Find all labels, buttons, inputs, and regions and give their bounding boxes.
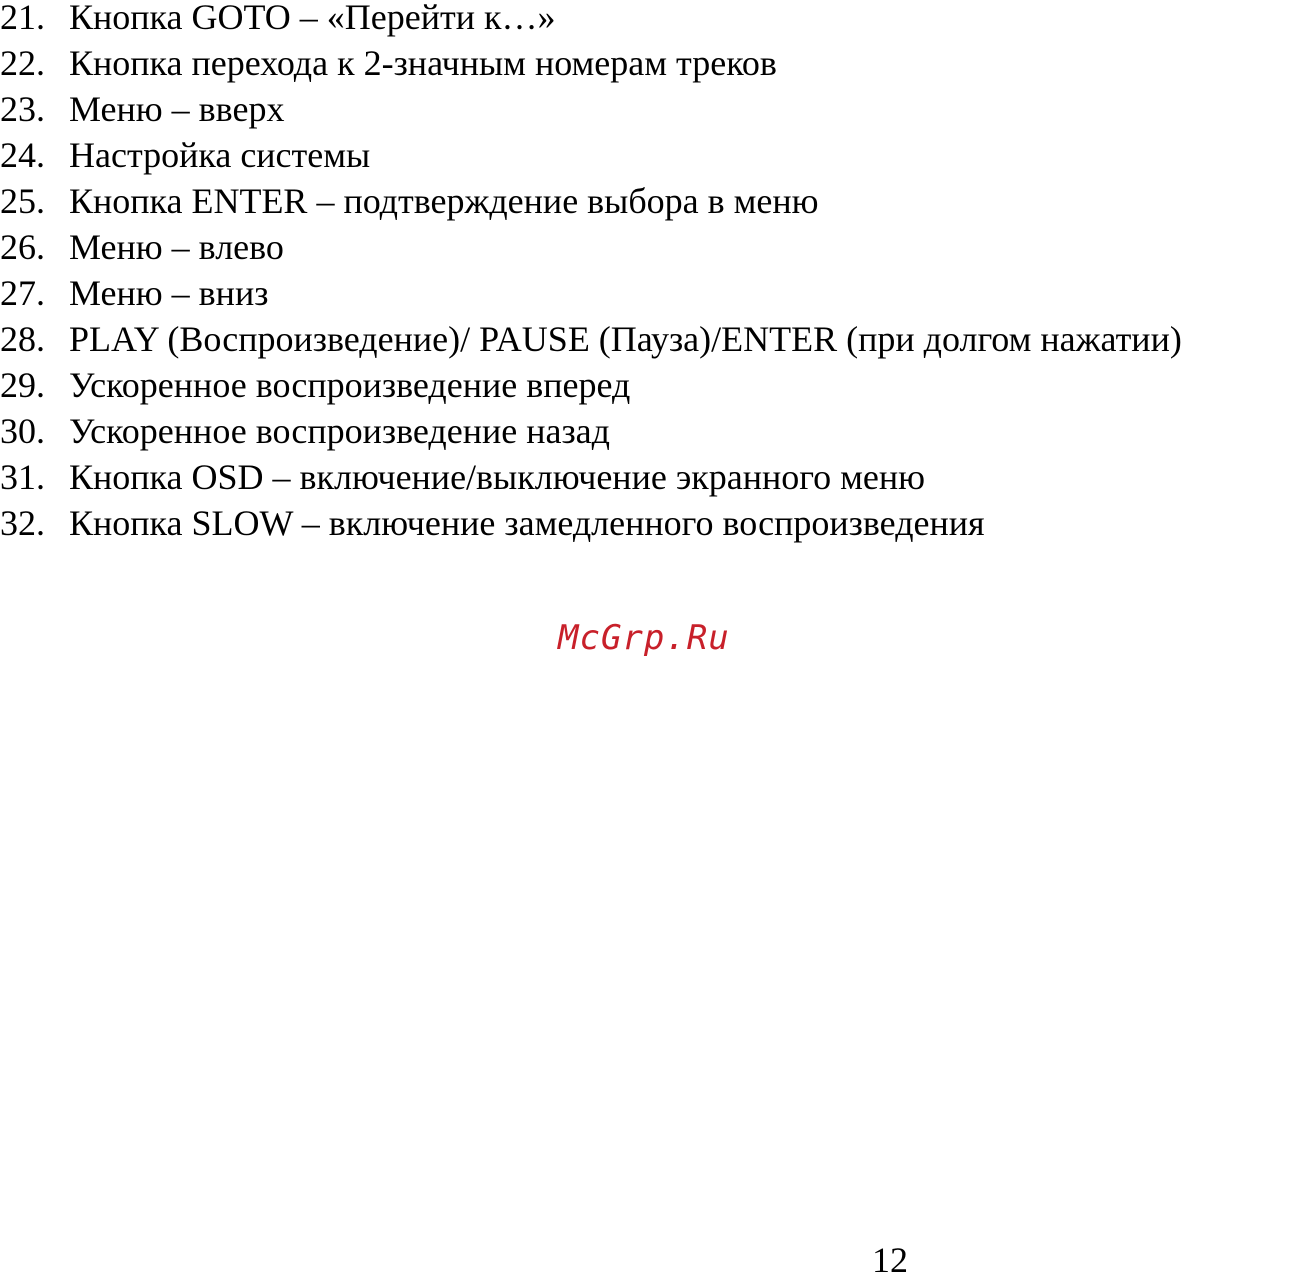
item-text: Кнопка ENTER – подтверждение выбора в меню [69,181,819,221]
item-number: 23. [0,89,45,129]
item-text: Кнопка OSD – включение/выключение экранного меню [69,457,926,497]
item-number: 29. [0,365,45,405]
item-number: 25. [0,181,45,221]
item-number: 22. [0,43,45,83]
item-number: 32. [0,503,45,543]
watermark-logo: McGrp.Ru [558,618,730,658]
item-number: 28. [0,319,45,359]
item-text: Кнопка перехода к 2-значным номерам треков [69,43,777,83]
item-text: Меню – влево [69,227,284,267]
item-number: 30. [0,411,45,451]
item-text: Ускоренное воспроизведение вперед [69,365,631,405]
item-number: 21. [0,0,45,37]
item-text: Настройка системы [69,135,371,175]
item-number: 26. [0,227,45,267]
item-text: Меню – вниз [69,273,269,313]
item-text: PLAY (Воспроизведение)/ PAUSE (Пауза)/ENTER (при долгом нажатии) [69,319,1182,359]
item-number: 31. [0,457,45,497]
item-number: 27. [0,273,45,313]
page-number: 12 [872,1240,908,1280]
item-number: 24. [0,135,45,175]
item-text: Ускоренное воспроизведение назад [69,411,610,451]
item-text: Кнопка GOTO – «Перейти к…» [69,0,556,37]
item-text: Кнопка SLOW – включение замедленного воспроизведения [69,503,985,543]
item-text: Меню – вверх [69,89,285,129]
